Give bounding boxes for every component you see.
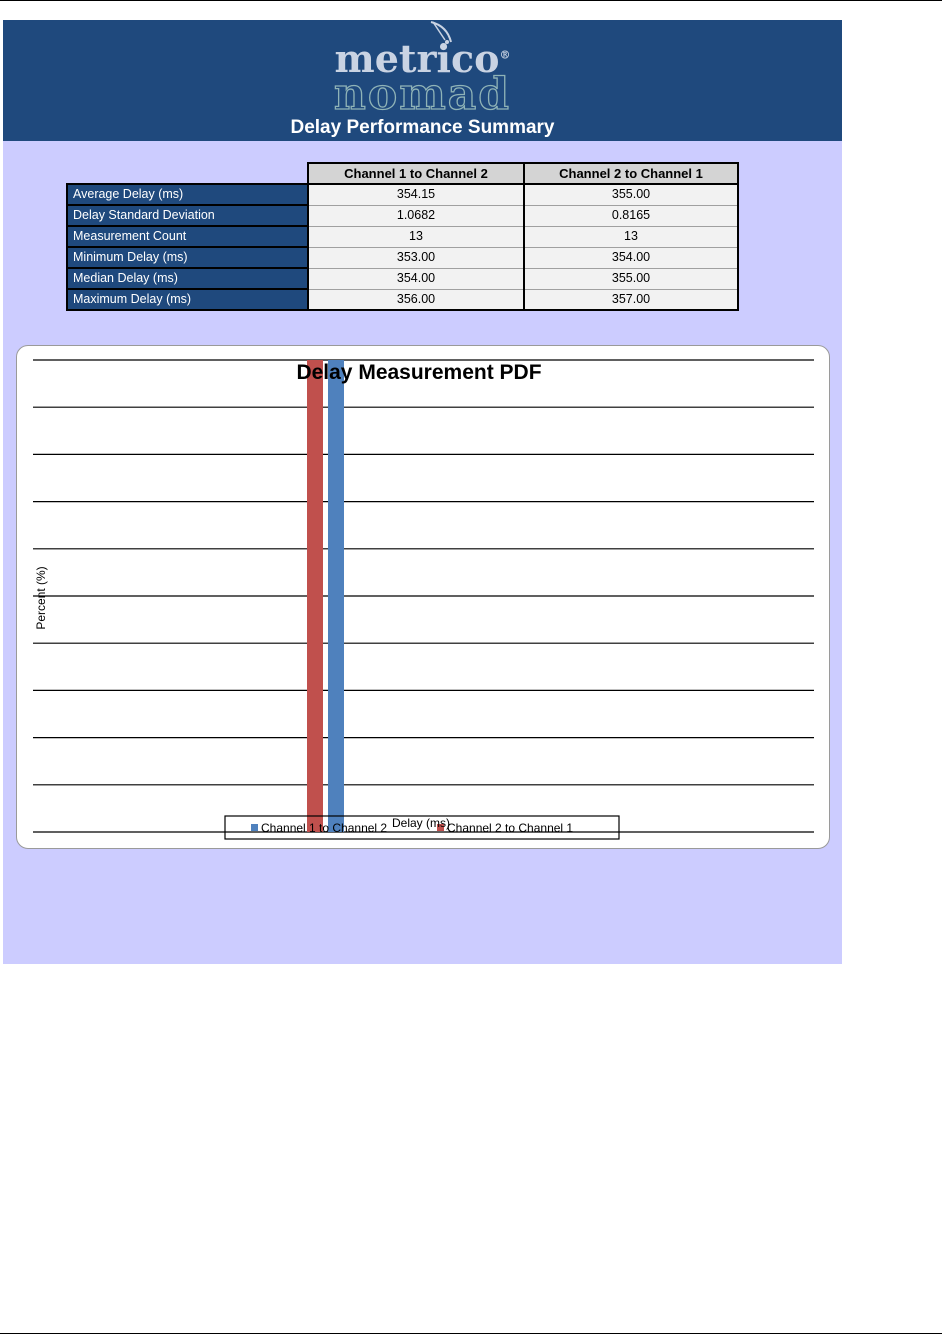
- report-title: Delay Performance Summary: [290, 117, 555, 138]
- column-header-ch2-to-ch1: Channel 2 to Channel 1: [524, 163, 738, 184]
- row-label: Maximum Delay (ms): [67, 289, 308, 310]
- delay-pdf-chart: [16, 345, 830, 849]
- table-row: [67, 247, 738, 268]
- table-row: [67, 184, 738, 205]
- x-axis-label: Delay (ms): [391, 816, 451, 830]
- table-row: [67, 289, 738, 310]
- legend-label-ch2-to-ch1: Channel 2 to Channel 1: [447, 821, 574, 835]
- row-label: Average Delay (ms): [67, 184, 308, 205]
- row-label: Median Delay (ms): [67, 268, 308, 289]
- cell-value: 354.00: [308, 268, 524, 289]
- cell-value: 355.00: [524, 268, 738, 289]
- legend-swatch-ch1-to-ch2: [251, 824, 258, 831]
- logo-metrico-text: metrico®: [334, 36, 511, 81]
- row-label: Delay Standard Deviation: [67, 205, 308, 226]
- row-label: Minimum Delay (ms): [67, 247, 308, 268]
- bottom-page-rule: [0, 1333, 942, 1334]
- cell-value: 355.00: [524, 184, 738, 205]
- chart-title: Delay Measurement PDF: [296, 361, 542, 384]
- cell-value: 354.00: [524, 247, 738, 268]
- table-row: [67, 268, 738, 289]
- table-row: [67, 226, 738, 247]
- blank-corner-cell: [67, 163, 308, 184]
- cell-value: 354.15: [308, 184, 524, 205]
- cell-value: 353.00: [308, 247, 524, 268]
- report-panel: [3, 20, 842, 964]
- header-banner: [3, 20, 842, 141]
- y-axis-label: Percent (%): [34, 566, 48, 630]
- cell-value: 1.0682: [308, 205, 524, 226]
- top-page-rule: [0, 0, 942, 1]
- table-header-row: [67, 163, 738, 184]
- chart-canvas: [17, 346, 829, 848]
- legend-label-ch1-to-ch2: Channel 1 to Channel 2: [261, 821, 388, 835]
- bar-ch1-to-ch2: [328, 360, 344, 832]
- bar-ch2-to-ch1: [307, 360, 323, 832]
- table-row: [67, 205, 738, 226]
- cell-value: 356.00: [308, 289, 524, 310]
- row-label: Measurement Count: [67, 226, 308, 247]
- logo-nomad-text: nomad: [333, 69, 512, 120]
- cell-value: 13: [308, 226, 524, 247]
- gridlines: [33, 360, 814, 832]
- cell-value: 0.8165: [524, 205, 738, 226]
- cell-value: 13: [524, 226, 738, 247]
- delay-stats-table: [66, 162, 739, 311]
- cell-value: 357.00: [524, 289, 738, 310]
- column-header-ch1-to-ch2: Channel 1 to Channel 2: [308, 163, 524, 184]
